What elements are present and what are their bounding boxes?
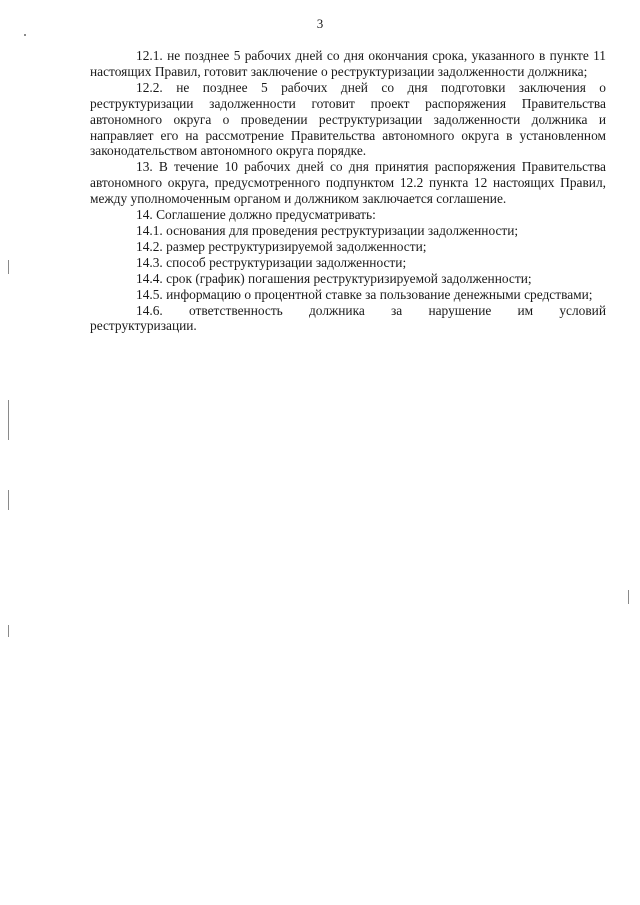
page-number: 3	[316, 16, 324, 31]
scan-artifact	[8, 260, 9, 274]
paragraph-14-4: 14.4. срок (график) погашения реструктуризируемой задолженности;	[136, 270, 532, 286]
paragraph-14-1: 14.1. основания для проведения реструктуризации задолженности;	[136, 222, 519, 238]
scan-artifact	[8, 400, 9, 440]
paragraph-14-3: 14.3. способ реструктуризации задолженности;	[136, 254, 407, 270]
paragraph-14-6-continuation: реструктуризации.	[90, 318, 197, 334]
paragraph-14-2: 14.2. размер реструктуризируемой задолженности;	[136, 238, 427, 254]
paragraph-12-1: 12.1. не позднее 5 рабочих дней со дня окончания срока, указанного в пункте 11 настоящих Правил, готовит заключение о реструктуризации задолженности должника;	[90, 48, 606, 79]
scan-artifact	[628, 590, 629, 604]
document-body	[90, 48, 606, 334]
paragraph-13: 13. В течение 10 рабочих дней со дня принятия распоряжения Правительства автономного округа, предусмотренного подпунктом 12.2 пункта 12 настоящих Правил, между уполномоченным органом и должником заключается соглашение.	[90, 159, 606, 207]
paragraph-14: 14. Соглашение должно предусматривать:	[136, 207, 376, 223]
paragraph-12-2: 12.2. не позднее 5 рабочих дней со дня подготовки заключения о реструктуризации задолженности готовит проект распоряжения Правительства автономного округа о проведении реструктуризации задолженности должника и направляет его на рассмотрение Правительства автономного округа в установленном законодательством автономного округа порядке.	[90, 79, 606, 159]
scan-artifact	[8, 625, 9, 637]
scan-artifact	[24, 34, 26, 36]
paragraph-14-5: 14.5. информацию о процентной ставке за пользование денежными средствами;	[136, 286, 593, 302]
scan-artifact	[8, 490, 9, 510]
paragraph-14-6: 14.6. ответственность должника за нарушение им условий	[136, 302, 606, 318]
